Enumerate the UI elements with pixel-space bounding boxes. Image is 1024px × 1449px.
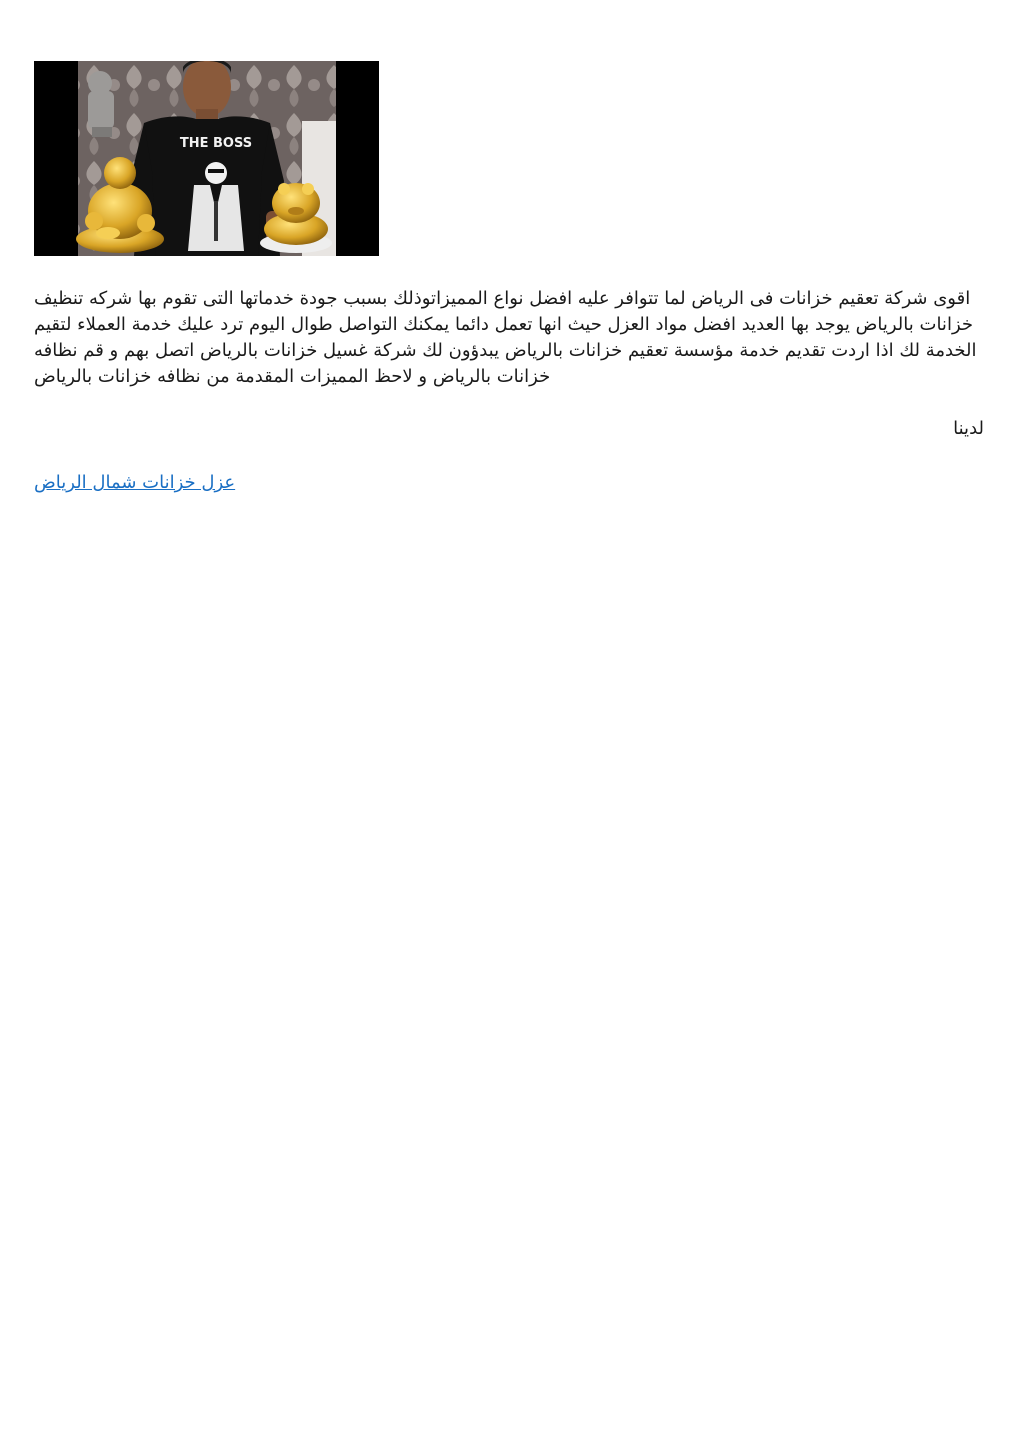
shirt-text: THE BOSS — [179, 136, 253, 151]
article-paragraph: اقوى شركة تعقيم خزانات فى الرياض لما تتوافر عليه افضل نواع المميزاتوذلك بسبب جودة خدماتها التى تقوم بها شركه تنظيف خزانات بالرياض يوجد بها العديد افضل مواد العزل حيث انها تعمل دائما يمكنك التواصل طوال اليوم ترد عليك خدمة العملاء لتقيم الخدمة لك اذا اردت تقديم خدمة مؤسسة تعقيم خزانات بالرياض يبدؤون لك شركة غسيل خزانات بالرياض اتصل بهم و قم نظافه خزانات بالرياض و لاحظ المميزات المقدمة من نظافه خزانات بالرياض — [34, 288, 977, 387]
short-text: لدينا — [953, 418, 984, 439]
page-content — [34, 61, 984, 496]
related-link[interactable]: عزل خزانات شمال الرياض — [34, 472, 236, 493]
article-photo — [34, 61, 379, 256]
photo-illustration — [34, 61, 379, 256]
